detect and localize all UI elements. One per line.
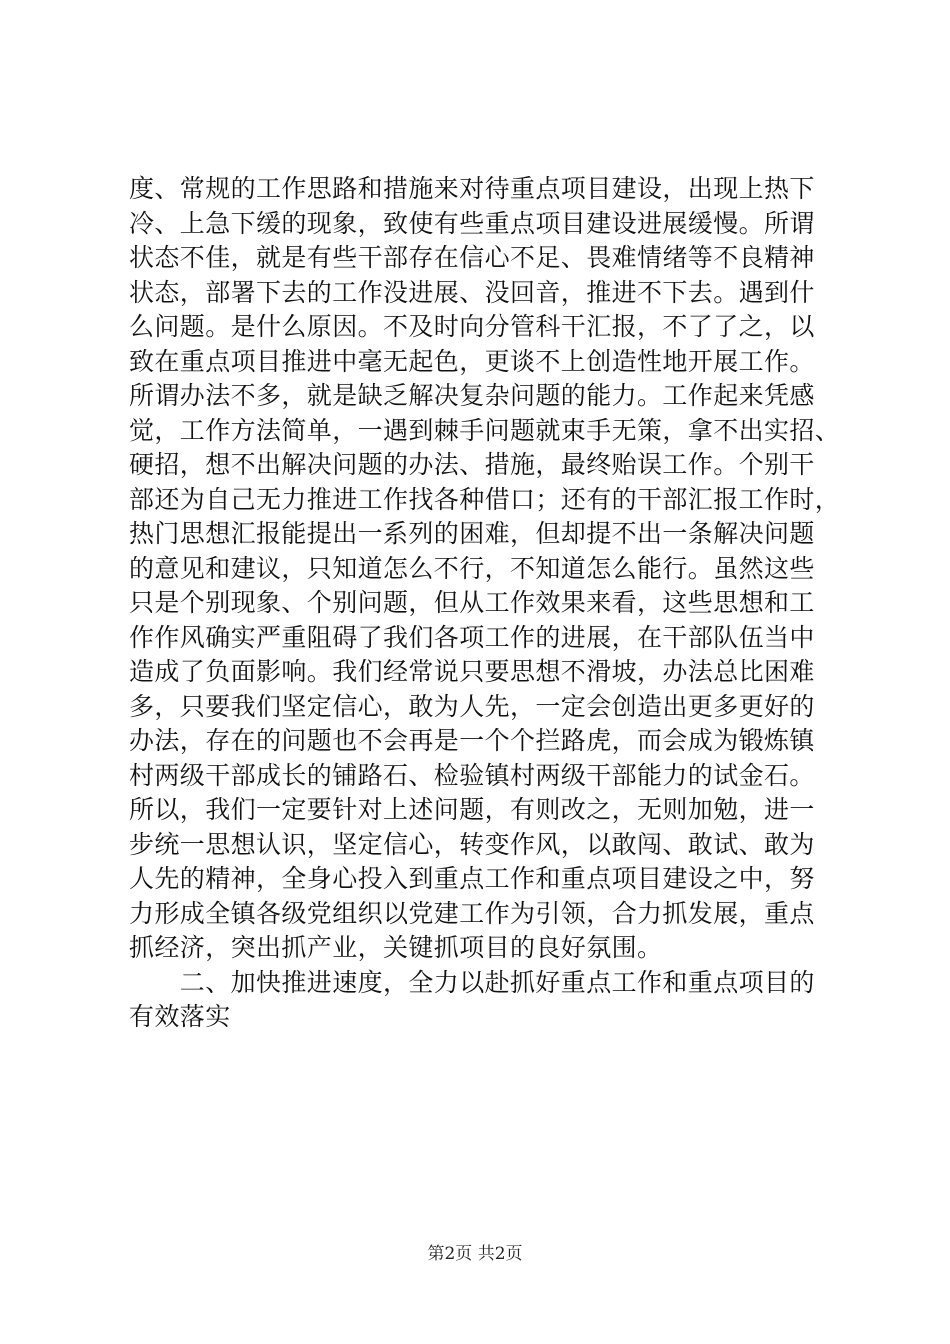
text-line: 觉，工作方法简单，一遇到棘手问题就束手无策，拿不出实招、 [129, 415, 841, 445]
text-line: 状态不佳，就是有些干部存在信心不足、畏难情绪等不良精神 [129, 243, 815, 272]
section-heading-line: 有效落实 [129, 1002, 231, 1031]
text-line: 多，只要我们坚定信心，敢为人先，一定会创造出更多更好的 [129, 691, 815, 721]
text-line: 只是个别现象、个别问题，但从工作效果来看，这些思想和工 [129, 588, 815, 617]
text-line: 所谓办法不多，就是缺乏解决复杂问题的能力。工作起来凭感 [129, 381, 815, 410]
text-line: 抓经济，突出抓产业，关键抓项目的良好氛围。 [129, 933, 663, 962]
text-line: 热门思想汇报能提出一系列的困难，但却提不出一条解决问题 [129, 519, 815, 548]
text-line: 度、常规的工作思路和措施来对待重点项目建设，出现上热下 [129, 174, 815, 203]
section-heading-line: 二、加快推进速度，全力以赴抓好重点工作和重点项目的 [129, 967, 815, 997]
text-line: 状态，部署下去的工作没进展、没回音，推进不下去。遇到什 [129, 277, 815, 307]
text-line: 人先的精神，全身心投入到重点工作和重点项目建设之中，努 [129, 864, 815, 893]
text-line: 冷、上急下缓的现象，致使有些重点项目建设进展缓慢。所谓 [129, 208, 815, 238]
text-line: 致在重点项目推进中毫无起色，更谈不上创造性地开展工作。 [129, 346, 815, 376]
text-line: 么问题。是什么原因。不及时向分管科干汇报，不了了之，以 [129, 312, 815, 341]
text-line: 造成了负面影响。我们经常说只要思想不滑坡，办法总比困难 [129, 657, 815, 686]
page-indicator: 第2页 共2页 [427, 1244, 523, 1264]
document-body [129, 172, 841, 1035]
text-line: 办法，存在的问题也不会再是一个个拦路虎，而会成为锻炼镇 [129, 726, 815, 755]
text-line: 作作风确实严重阻碍了我们各项工作的进展，在干部队伍当中 [129, 622, 815, 652]
text-line: 村两级干部成长的铺路石、检验镇村两级干部能力的试金石。 [129, 760, 815, 790]
text-line: 硬招，想不出解决问题的办法、措施，最终贻误工作。个别干 [129, 450, 815, 479]
text-line: 力形成全镇各级党组织以党建工作为引领，合力抓发展，重点 [129, 898, 815, 928]
text-line: 部还为自己无力推进工作找各种借口；还有的干部汇报工作时， [129, 484, 841, 514]
text-line: 步统一思想认识，坚定信心，转变作风，以敢闯、敢试、敢为 [129, 829, 815, 859]
text-line: 的意见和建议，只知道怎么不行，不知道怎么能行。虽然这些 [129, 553, 815, 583]
text-line: 所以，我们一定要针对上述问题，有则改之，无则加勉，进一 [129, 795, 815, 824]
page-footer [0, 1243, 950, 1265]
